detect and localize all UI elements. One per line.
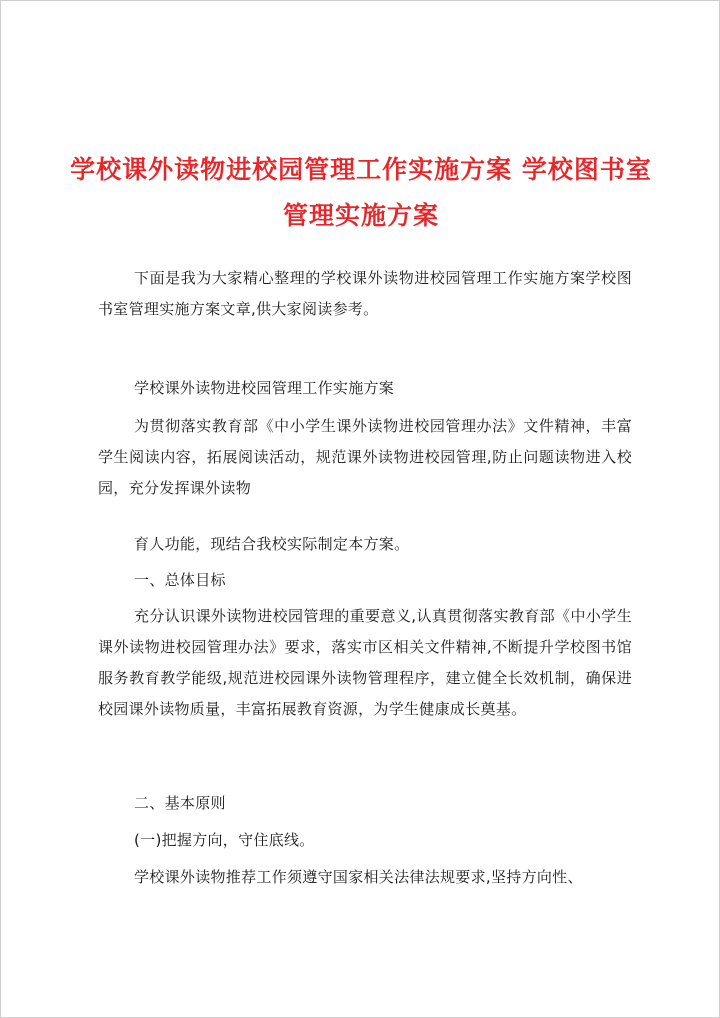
section-heading-plan: 学校课外读物进校园管理工作实施方案 [134,379,395,397]
paragraph-direction: 学校课外读物推荐工作须遵守国家相关法律法规要求,坚持方向性、 [134,868,583,886]
section-heading-principles: 二、基本原则 [134,794,226,812]
subheading-direction: (一)把握方向，守住底线。 [134,831,315,849]
intro-paragraph: 下面是我为大家精心整理的学校课外读物进校园管理工作实施方案学校图书室管理实施方案文章,供大家阅读参考。 [98,269,632,318]
paragraph-purpose-cont: 育人功能，现结合我校实际制定本方案。 [134,535,410,553]
paragraph-goals: 充分认识课外读物进校园管理的重要意义,认真贯彻落实教育部《中小学生课外读物进校园管理办法》要求，落实市区相关文件精神,不断提升学校图书馆服务教育教学能级,规范进校园课外读物管理程序，建立健全长效机制，确保进校园课外读物质量，丰富拓展教育资源，为学生健康成长奠基。 [98,607,632,718]
paragraph-purpose: 为贯彻落实教育部《中小学生课外读物进校园管理办法》文件精神，丰富学生阅读内容，拓展阅读活动，规范课外读物进校园管理,防止问题读物进入校园，充分发挥课外读物 [98,417,632,497]
section-heading-goals: 一、总体目标 [134,571,226,589]
document-title: 学校课外读物进校园管理工作实施方案 学校图书室管理实施方案 [70,155,652,230]
